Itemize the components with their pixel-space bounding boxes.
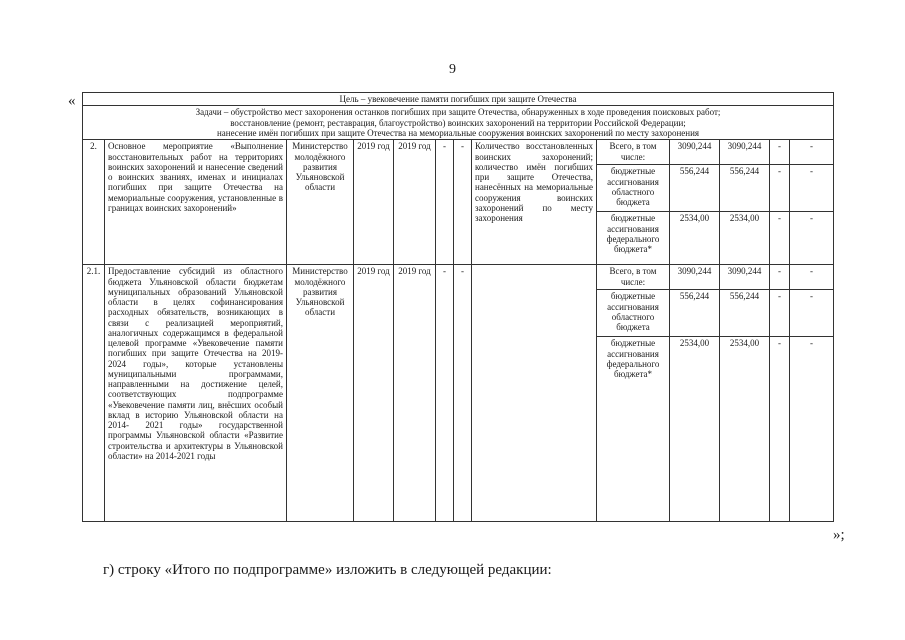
table-row [83,265,834,290]
amount-2019: 2534,00 [720,337,770,522]
amount-total: 2534,00 [670,337,720,522]
indicator: Количество восстановленных воинских захоронений; количество имён погибших при защите Отечества, нанесённых на мемориальные сооружения воинских захоронений по месту захоронения [472,140,597,265]
source-label: бюджетные ассигнования областного бюджета [597,165,670,212]
dash-cell: - [436,265,454,522]
task-line: Задачи – обустройство мест захоронения останков погибших при защите Отечества, обнаруженных в ходе проведения поисковых работ; [195,107,721,118]
amount-total: 556,244 [670,290,720,337]
tasks-row [83,106,834,140]
dash-cell: - [770,265,790,290]
amendment-instruction: г) строку «Итого по подпрограмме» изложить в следующей редакции: [103,562,552,578]
page-number: 9 [449,62,456,77]
dash-cell: - [790,265,834,290]
amount-2019: 3090,244 [720,265,770,290]
close-quote: »; [833,527,845,543]
start-year: 2019 год [354,140,394,265]
amount-total: 3090,244 [670,140,720,165]
source-label: Всего, в том числе: [597,265,670,290]
task-line: нанесение имён погибших при защите Отечества на мемориальные сооружения воинских захоронений по месту захоронения [216,127,700,138]
amount-2019: 2534,00 [720,212,770,265]
dash-cell: - [790,290,834,337]
amount-total: 556,244 [670,165,720,212]
source-label: бюджетные ассигнования федерального бюджета* [597,337,670,522]
program-table [82,92,834,522]
row-number: 2. [83,140,105,265]
dash-cell: - [436,140,454,265]
start-year: 2019 год [354,265,394,522]
executor: Министерство молодёжного развития Ульяновской области [287,140,354,265]
end-year: 2019 год [394,265,436,522]
amount-2019: 556,244 [720,165,770,212]
dash-cell: - [770,165,790,212]
goal-row [83,93,834,106]
dash-cell: - [770,337,790,522]
dash-cell: - [454,140,472,265]
task-line: восстановление (ремонт, реставрация, благоустройство) воинских захоронений на территории Российской Федерации; [230,117,686,128]
source-label: бюджетные ассигнования федерального бюджета* [597,212,670,265]
dash-cell: - [770,140,790,165]
goal-cell: Цель – увековечение памяти погибших при защите Отечества [83,93,834,106]
dash-cell: - [790,337,834,522]
event-name: Предоставление субсидий из областного бюджета Ульяновской области бюджетам муниципальных образований Ульяновской области в целях софинансирования расходных обязательств, возникающих в связи с реализацией мероприятий, аналогичных содержащимся в федеральной целевой программе «Увековечение памяти погибших при защите Отечества на 2019-2024 годы», которые установлены муниципальными программами, направленными на достижение целей, соответствующих подпрограмме «Увековечение памяти лиц, внёсших особый вклад в историю Ульяновской области на 2014- 2021 годы» государственной программы Ульяновской области «Развитие строительства и архитектуры в Ульяновской области» на 2014-2021 годы [105,265,287,522]
event-name: Основное мероприятие «Выполнение восстановительных работ на территориях воинских захоронений и нанесение сведений о воинских званиях, именах и инициалах погибших при защите Отечества на мемориальные сооружения, установленные в границах воинских захоронений» [105,140,287,265]
dash-cell: - [770,290,790,337]
table-row [83,140,834,165]
source-label: бюджетные ассигнования областного бюджета [597,290,670,337]
amount-total: 3090,244 [670,265,720,290]
amount-2019: 556,244 [720,290,770,337]
indicator [472,265,597,522]
open-quote: « [68,93,76,109]
end-year: 2019 год [394,140,436,265]
tasks-cell [83,106,834,140]
dash-cell: - [790,212,834,265]
executor: Министерство молодёжного развития Ульяновской области [287,265,354,522]
dash-cell: - [790,140,834,165]
amount-total: 2534,00 [670,212,720,265]
source-label: Всего, в том числе: [597,140,670,165]
dash-cell: - [454,265,472,522]
amount-2019: 3090,244 [720,140,770,165]
row-number: 2.1. [83,265,105,522]
dash-cell: - [770,212,790,265]
dash-cell: - [790,165,834,212]
